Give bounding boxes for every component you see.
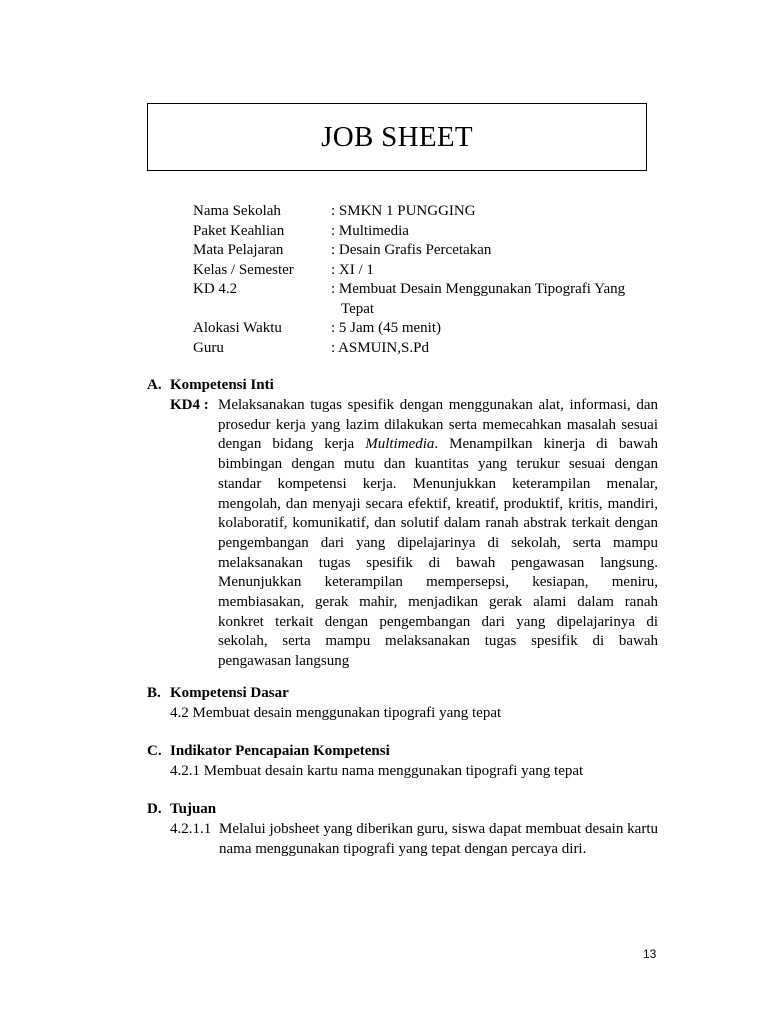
kd4-text-part: Melaksanakan tugas spesifik dengan menggunakan alat, informasi, dan prosedur kerja yang lazim dilakukan serta memecahkan masalah sesuai dengan bidang kerja — [218, 397, 658, 453]
tujuan-text: Melalui jobsheet yang diberikan guru, siswa dapat membuat desain kartu nama menggunakan tipografi yang tepat dengan percaya diri. — [219, 821, 658, 857]
section-title: Indikator Pencapaian Kompetensi — [170, 743, 390, 759]
info-value: : ASMUIN,S.Pd — [331, 339, 429, 356]
info-table — [193, 202, 653, 358]
kd4-text-part: . Menampilkan kinerja di bawah bimbingan dengan mutu dan kuantitas yang terukur sesuai dengan standar kompetensi kerja. Menunjukkan keterampilan menalar, mengolah, dan menyaji secara efektif, kreatif, produktif, kritis, mandiri, kolaboratif, komunikatif, dan solutif dalam ranah abstrak terkait dengan pengembangan dari yang dipelajarinya di sekolah, serta mampu melaksanakan tugas spesifik di bawah pengawasan langsung. Menunjukkan keterampilan mempersepsi, kesiapan, meniru, membiasakan, gerak mahir, menjadikan gerak alami dalam ranah konkret terkait dengan pengembangan dari yang dipelajarinya di sekolah, serta mampu melaksanakan tugas spesifik di bawah pengawasan langsung — [218, 436, 659, 670]
info-row-mata-pelajaran — [193, 241, 653, 261]
info-row-kelas-semester — [193, 261, 653, 281]
info-row-kd-continued — [193, 300, 653, 320]
section-title: Kompetensi Inti — [170, 377, 274, 393]
section-letter: D. — [147, 801, 162, 817]
page-number: 13 — [643, 947, 657, 961]
info-row-alokasi-waktu — [193, 319, 653, 339]
info-row-paket-keahlian — [193, 222, 653, 242]
kd4-block — [170, 396, 658, 672]
section-b-text: 4.2 Membuat desain menggunakan tipografi yang tepat — [170, 705, 502, 721]
info-label: KD 4.2 — [193, 281, 238, 297]
info-row-guru — [193, 339, 653, 359]
tujuan-block — [170, 820, 658, 859]
info-row-kd — [193, 280, 653, 300]
section-letter: C. — [147, 743, 162, 759]
info-label: Mata Pelajaran — [193, 242, 284, 258]
kd4-text — [218, 396, 658, 672]
info-label: Paket Keahlian — [193, 222, 285, 239]
info-label: Nama Sekolah — [193, 203, 281, 219]
info-value: : Membuat Desain Menggunakan Tipografi Yang — [331, 281, 626, 297]
info-value: : Desain Grafis Percetakan — [331, 242, 492, 258]
section-title: Kompetensi Dasar — [170, 685, 289, 701]
section-c-heading — [147, 742, 390, 762]
info-value: : XI / 1 — [331, 261, 374, 278]
info-label: Guru — [193, 339, 224, 356]
info-label: Alokasi Waktu — [193, 320, 282, 336]
info-value-continued: Tepat — [341, 300, 375, 317]
tujuan-number: 4.2.1.1 — [170, 821, 212, 837]
section-a-heading — [147, 376, 274, 396]
section-letter: A. — [147, 377, 162, 393]
info-value: : SMKN 1 PUNGGING — [331, 203, 476, 219]
section-c-text: 4.2.1 Membuat desain kartu nama menggunakan tipografi yang tepat — [170, 763, 584, 779]
kd4-label: KD4 : — [170, 397, 209, 413]
kd4-text-italic: Multimedia — [365, 436, 435, 453]
info-label: Kelas / Semester — [193, 261, 294, 278]
title-box — [147, 103, 647, 171]
info-value: : 5 Jam (45 menit) — [331, 320, 441, 336]
section-title: Tujuan — [170, 801, 217, 817]
info-value: : Multimedia — [331, 222, 409, 239]
section-letter: B. — [147, 685, 161, 701]
section-d-heading — [147, 800, 216, 820]
page-title: JOB SHEET — [321, 120, 473, 153]
section-b-heading — [147, 684, 289, 704]
info-row-nama-sekolah — [193, 202, 653, 222]
